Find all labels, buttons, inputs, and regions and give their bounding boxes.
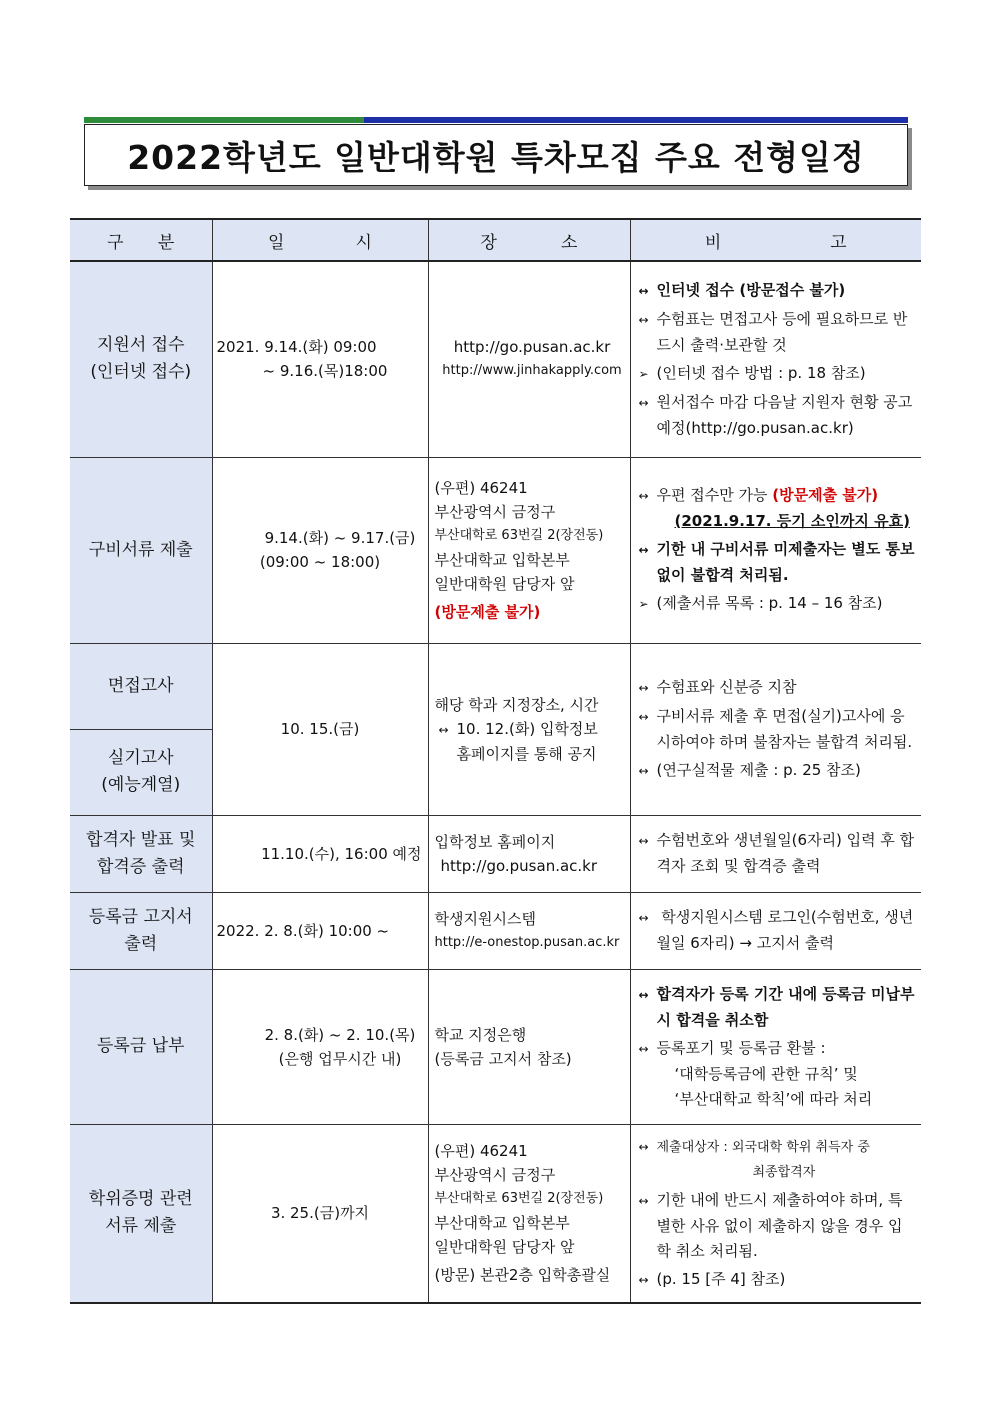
arrow-bullet-icon: ↔ bbox=[638, 763, 649, 778]
header-remarks: 비 고 bbox=[630, 219, 921, 261]
remarks-cell: ↔ 인터넷 접수 (방문접수 불가) ↔ 수험표는 면접고사 등에 필요하므로 반드시 출력·보관할 것 ➢ (인터넷 접수 방법 : p. 18 참조) ↔ 원서접수 마감 다음날 지원자 현황 공고 예정(http://go.pusan.ac.kr) bbox=[630, 261, 921, 457]
category-cell: 지원서 접수 (인터넷 접수) bbox=[70, 261, 212, 457]
page-title-box bbox=[84, 124, 908, 186]
arrow-bullet-icon: ↔ bbox=[638, 987, 649, 1002]
category-cell: 등록금 고지서 출력 bbox=[70, 892, 212, 969]
date-cell: 11.10.(수), 16:00 예정 bbox=[212, 815, 428, 892]
remarks-cell: ↔ 수험표와 신분증 지참 ↔ 구비서류 제출 후 면접(실기)고사에 응시하여야 하며 불참자는 불합격 처리됨. ↔ (연구실적물 제출 : p. 25 참조) bbox=[630, 643, 921, 815]
category-cell: 구비서류 제출 bbox=[70, 457, 212, 643]
table-header-row bbox=[70, 219, 921, 261]
title-accent-bar bbox=[84, 117, 908, 123]
category-cell: 학위증명 관련 서류 제출 bbox=[70, 1124, 212, 1303]
arrow-bullet-icon: ↔ bbox=[638, 834, 649, 848]
table-row bbox=[70, 261, 921, 457]
arrow-bullet-icon: ↔ bbox=[638, 312, 649, 327]
header-place: 장 소 bbox=[428, 219, 630, 261]
arrow-bullet-icon: ↔ bbox=[638, 543, 649, 557]
header-datetime: 일 시 bbox=[212, 219, 428, 261]
date-cell: 2022. 2. 8.(화) 10:00 ~ bbox=[212, 892, 428, 969]
place-cell: 해당 학과 지정장소, 시간 ↔ 10. 12.(화) 입학정보 홈페이지를 통해 공지 bbox=[428, 643, 630, 815]
place-cell: 입학정보 홈페이지 http://go.pusan.ac.kr bbox=[428, 815, 630, 892]
place-cell: http://go.pusan.ac.kr http://www.jinhakapply.com bbox=[428, 261, 630, 457]
table-row bbox=[70, 892, 921, 969]
page-title: 2022학년도 일반대학원 특차모집 주요 전형일정 bbox=[127, 137, 865, 177]
table-row bbox=[70, 643, 921, 729]
arrow-bullet-icon: ↔ bbox=[638, 680, 649, 695]
table-row bbox=[70, 969, 921, 1124]
arrow-bullet-icon: ↔ bbox=[638, 1193, 649, 1208]
arrow-bullet-icon: ↔ bbox=[438, 722, 449, 737]
remarks-cell: ↔ 학생지원시스템 로그인(수험번호, 생년월일 6자리) → 고지서 출력 bbox=[630, 892, 921, 969]
arrow-bullet-icon: ↔ bbox=[638, 283, 649, 298]
triangle-bullet-icon: ➢ bbox=[638, 597, 649, 611]
table-row bbox=[70, 815, 921, 892]
header-category: 구 분 bbox=[70, 219, 212, 261]
date-cell: 3. 25.(금)까지 bbox=[212, 1124, 428, 1303]
remarks-cell: ↔ 제출대상자 : 외국대학 학위 취득자 중 최종합격자 ↔ 기한 내에 반드시 제출하여야 하며, 특별한 사유 없이 제출하지 않을 경우 입학 취소 처리됨. ↔ (p. 15 [주 4] 참조) bbox=[630, 1124, 921, 1303]
arrow-bullet-icon: ↔ bbox=[638, 1041, 649, 1056]
schedule-table bbox=[70, 218, 921, 1304]
category-cell: 합격자 발표 및 합격증 출력 bbox=[70, 815, 212, 892]
arrow-bullet-icon: ↔ bbox=[638, 911, 649, 925]
category-cell: 등록금 납부 bbox=[70, 969, 212, 1124]
triangle-bullet-icon: ➢ bbox=[638, 366, 649, 381]
arrow-bullet-icon: ↔ bbox=[638, 395, 649, 410]
table-row bbox=[70, 457, 921, 643]
remarks-cell: ↔ 합격자가 등록 기간 내에 등록금 미납부시 합격을 취소함 ↔ 등록포기 및 등록금 환불 : ‘대학등록금에 관한 규칙’ 및 ‘부산대학교 학칙’에 따라 처리 bbox=[630, 969, 921, 1124]
category-cell: 실기고사 (예능계열) bbox=[70, 729, 212, 815]
place-cell: (우편) 46241 부산광역시 금정구 부산대학로 63번길 2(장전동) 부산대학교 입학본부 일반대학원 담당자 앞 (방문) 본관2층 입학총괄실 bbox=[428, 1124, 630, 1303]
arrow-bullet-icon: ↔ bbox=[638, 1272, 649, 1287]
date-cell: 2021. 9.14.(화) 09:00 ~ 9.16.(목)18:00 bbox=[212, 261, 428, 457]
date-cell: 9.14.(화) ~ 9.17.(금) (09:00 ~ 18:00) bbox=[212, 457, 428, 643]
arrow-bullet-icon: ↔ bbox=[638, 1139, 649, 1154]
place-cell: (우편) 46241 부산광역시 금정구 부산대학로 63번길 2(장전동) 부산대학교 입학본부 일반대학원 담당자 앞 (방문제출 불가) bbox=[428, 457, 630, 643]
remarks-cell: ↔ 수험번호와 생년월일(6자리) 입력 후 합격자 조회 및 합격증 출력 bbox=[630, 815, 921, 892]
arrow-bullet-icon: ↔ bbox=[638, 489, 649, 503]
category-cell: 면접고사 bbox=[70, 643, 212, 729]
table-row bbox=[70, 1124, 921, 1303]
date-cell: 10. 15.(금) bbox=[212, 643, 428, 815]
arrow-bullet-icon: ↔ bbox=[638, 709, 649, 724]
date-cell: 2. 8.(화) ~ 2. 10.(목) (은행 업무시간 내) bbox=[212, 969, 428, 1124]
place-cell: 학생지원시스템 http://e-onestop.pusan.ac.kr bbox=[428, 892, 630, 969]
place-cell: 학교 지정은행 (등록금 고지서 참조) bbox=[428, 969, 630, 1124]
remarks-cell: ↔ 우편 접수만 가능 (방문제출 불가) (2021.9.17. 등기 소인까지 유효) ↔ 기한 내 구비서류 미제출자는 별도 통보 없이 불합격 처리됨. ➢ (제출서류 목록 : p. 14 – 16 참조) bbox=[630, 457, 921, 643]
